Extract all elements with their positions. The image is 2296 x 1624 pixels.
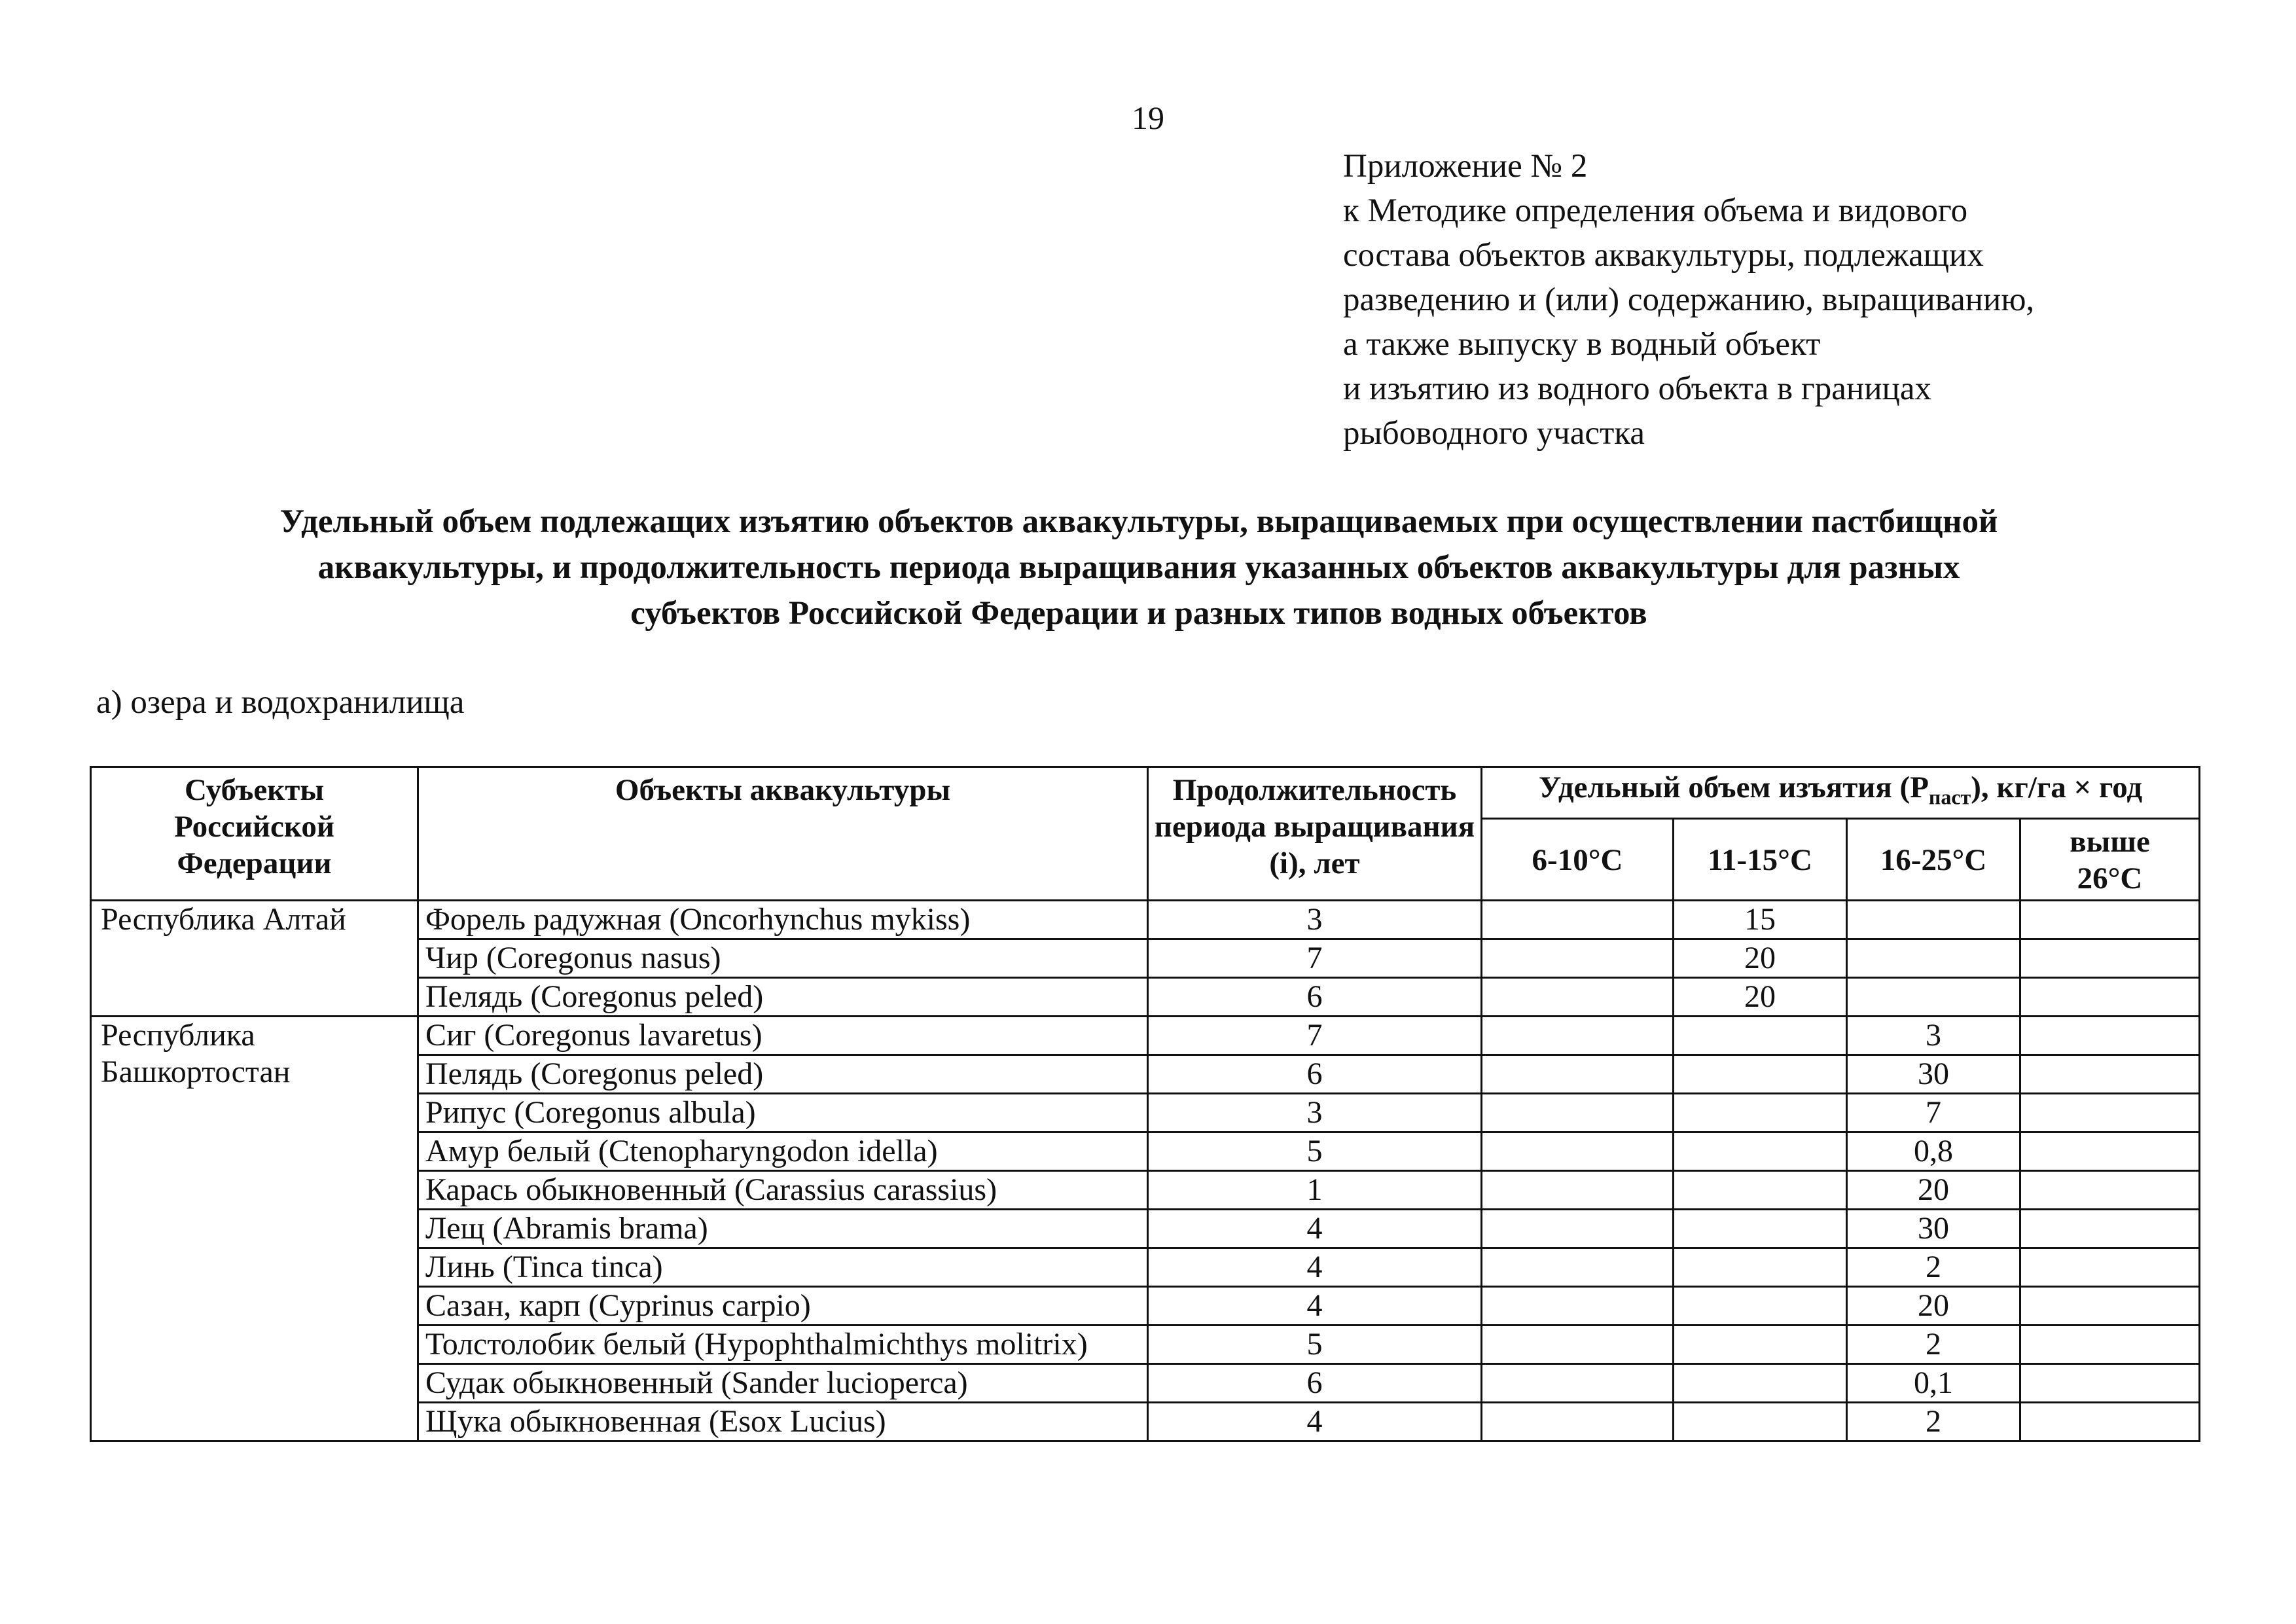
volume-above-26-cell [2020, 978, 2200, 1017]
subject-cell: Республика Башкортостан [91, 1017, 418, 1441]
appendix-line: рыбоводного участка [1343, 415, 1645, 452]
volume-above-26-cell [2020, 901, 2200, 939]
object-cell: Пелядь (Coregonus peled) [418, 978, 1148, 1017]
volume-6-10-cell [1482, 1403, 1674, 1441]
appendix-line: состава объектов аквакультуры, подлежащих [1343, 237, 1984, 274]
object-cell: Рипус (Coregonus albula) [418, 1094, 1148, 1132]
volume-11-15-cell [1674, 1017, 1847, 1055]
volume-above-26-cell [2020, 1094, 2200, 1132]
volume-above-26-cell [2020, 1403, 2200, 1441]
period-cell: 7 [1148, 939, 1482, 978]
volume-6-10-cell [1482, 901, 1674, 939]
volume-11-15-cell [1674, 1171, 1847, 1210]
period-cell: 5 [1148, 1132, 1482, 1171]
volume-6-10-cell [1482, 939, 1674, 978]
volume-16-25-cell: 0,8 [1847, 1132, 2020, 1171]
appendix-line: Приложение № 2 [1343, 148, 1588, 185]
volume-above-26-cell [2020, 1326, 2200, 1364]
appendix-line: разведению и (или) содержанию, выращиванию, [1343, 281, 2035, 318]
object-cell: Линь (Tinca tinca) [418, 1248, 1148, 1287]
volume-11-15-cell [1674, 1094, 1847, 1132]
table-body [91, 901, 2200, 1441]
volume-above-26-cell [2020, 1287, 2200, 1326]
header-subject: Субъекты Российской Федерации [91, 767, 418, 901]
volume-16-25-cell: 3 [1847, 1017, 2020, 1055]
volume-6-10-cell [1482, 1326, 1674, 1364]
volume-11-15-cell: 20 [1674, 978, 1847, 1017]
volume-6-10-cell [1482, 1171, 1674, 1210]
volume-6-10-cell [1482, 1248, 1674, 1287]
volume-16-25-cell [1847, 978, 2020, 1017]
volume-16-25-cell: 30 [1847, 1210, 2020, 1248]
header-volume-prefix: Удельный объем изъятия (P [1538, 770, 1929, 804]
header-object: Объекты аквакультуры [418, 767, 1148, 901]
page-number: 19 [1132, 99, 1164, 136]
volume-11-15-cell [1674, 1248, 1847, 1287]
volume-11-15-cell: 20 [1674, 939, 1847, 978]
appendix-line: а также выпуску в водный объект [1343, 326, 1821, 363]
period-cell: 4 [1148, 1248, 1482, 1287]
document-title [92, 499, 2186, 636]
volume-16-25-cell [1847, 939, 2020, 978]
volume-6-10-cell [1482, 1055, 1674, 1094]
header-period: Продолжительность периода выращивания (i), лет [1148, 767, 1482, 901]
header-temp-16-25: 16-25°C [1847, 819, 2020, 901]
volume-above-26-cell [2020, 1132, 2200, 1171]
volume-16-25-cell: 2 [1847, 1403, 2020, 1441]
volume-above-26-cell [2020, 1017, 2200, 1055]
volume-11-15-cell [1674, 1364, 1847, 1403]
object-cell: Толстолобик белый (Hypophthalmichthys molitrix) [418, 1326, 1148, 1364]
volume-6-10-cell [1482, 1364, 1674, 1403]
object-cell: Судак обыкновенный (Sander lucioperca) [418, 1364, 1148, 1403]
header-volume-subscript: паст [1928, 785, 1971, 809]
volume-11-15-cell [1674, 1210, 1847, 1248]
title-line: аквакультуры, и продолжительность периода выращивания указанных объектов аквакультуры для разных [317, 549, 1960, 586]
object-cell: Щука обыкновенная (Esox Lucius) [418, 1403, 1148, 1441]
appendix-note [1343, 144, 2259, 456]
volume-6-10-cell [1482, 1210, 1674, 1248]
object-cell: Лещ (Abramis brama) [418, 1210, 1148, 1248]
appendix-line: и изъятию из водного объекта в границах [1343, 370, 1931, 407]
object-cell: Пелядь (Coregonus peled) [418, 1055, 1148, 1094]
period-cell: 3 [1148, 1094, 1482, 1132]
volume-above-26-cell [2020, 1171, 2200, 1210]
volume-6-10-cell [1482, 1017, 1674, 1055]
volume-above-26-cell [2020, 1210, 2200, 1248]
volume-above-26-cell [2020, 939, 2200, 978]
appendix-line: к Методике определения объема и видового [1343, 192, 1968, 229]
volume-above-26-cell [2020, 1248, 2200, 1287]
subject-cell: Республика Алтай [91, 901, 418, 1017]
volume-16-25-cell: 30 [1847, 1055, 2020, 1094]
volume-11-15-cell [1674, 1326, 1847, 1364]
period-cell: 4 [1148, 1287, 1482, 1326]
volume-11-15-cell [1674, 1287, 1847, 1326]
period-cell: 7 [1148, 1017, 1482, 1055]
period-cell: 5 [1148, 1326, 1482, 1364]
volume-16-25-cell: 2 [1847, 1326, 2020, 1364]
title-line: Удельный объем подлежащих изъятию объектов аквакультуры, выращиваемых при осуществлении пастбищной [279, 503, 1998, 540]
volume-16-25-cell: 2 [1847, 1248, 2020, 1287]
header-temp-above-26: выше 26°C [2020, 819, 2200, 901]
volume-11-15-cell: 15 [1674, 901, 1847, 939]
period-cell: 1 [1148, 1171, 1482, 1210]
volume-16-25-cell: 7 [1847, 1094, 2020, 1132]
object-cell: Амур белый (Ctenopharyngodon idella) [418, 1132, 1148, 1171]
section-subtitle: а) озера и водохранилища [96, 684, 465, 721]
volume-11-15-cell [1674, 1055, 1847, 1094]
volume-above-26-cell [2020, 1364, 2200, 1403]
volume-6-10-cell [1482, 1132, 1674, 1171]
period-cell: 6 [1148, 978, 1482, 1017]
period-cell: 6 [1148, 1055, 1482, 1094]
aquaculture-table [90, 766, 2200, 1442]
header-temp-6-10: 6-10°C [1482, 819, 1674, 901]
volume-above-26-cell [2020, 1055, 2200, 1094]
title-line: субъектов Российской Федерации и разных типов водных объектов [630, 595, 1647, 632]
period-cell: 4 [1148, 1403, 1482, 1441]
object-cell: Карась обыкновенный (Carassius carassius) [418, 1171, 1148, 1210]
object-cell: Сиг (Coregonus lavaretus) [418, 1017, 1148, 1055]
volume-6-10-cell [1482, 978, 1674, 1017]
volume-16-25-cell: 0,1 [1847, 1364, 2020, 1403]
period-cell: 3 [1148, 901, 1482, 939]
object-cell: Форель радужная (Oncorhynchus mykiss) [418, 901, 1148, 939]
period-cell: 6 [1148, 1364, 1482, 1403]
header-temp-11-15: 11-15°C [1674, 819, 1847, 901]
object-cell: Чир (Coregonus nasus) [418, 939, 1148, 978]
volume-6-10-cell [1482, 1287, 1674, 1326]
volume-16-25-cell [1847, 901, 2020, 939]
object-cell: Сазан, карп (Cyprinus carpio) [418, 1287, 1148, 1326]
header-volume-suffix: ), кг/га × год [1971, 770, 2143, 804]
table-row [91, 901, 2200, 939]
volume-16-25-cell: 20 [1847, 1287, 2020, 1326]
volume-11-15-cell [1674, 1403, 1847, 1441]
volume-6-10-cell [1482, 1094, 1674, 1132]
table-row [91, 1017, 2200, 1055]
header-volume [1482, 767, 2200, 819]
period-cell: 4 [1148, 1210, 1482, 1248]
volume-11-15-cell [1674, 1132, 1847, 1171]
volume-16-25-cell: 20 [1847, 1171, 2020, 1210]
